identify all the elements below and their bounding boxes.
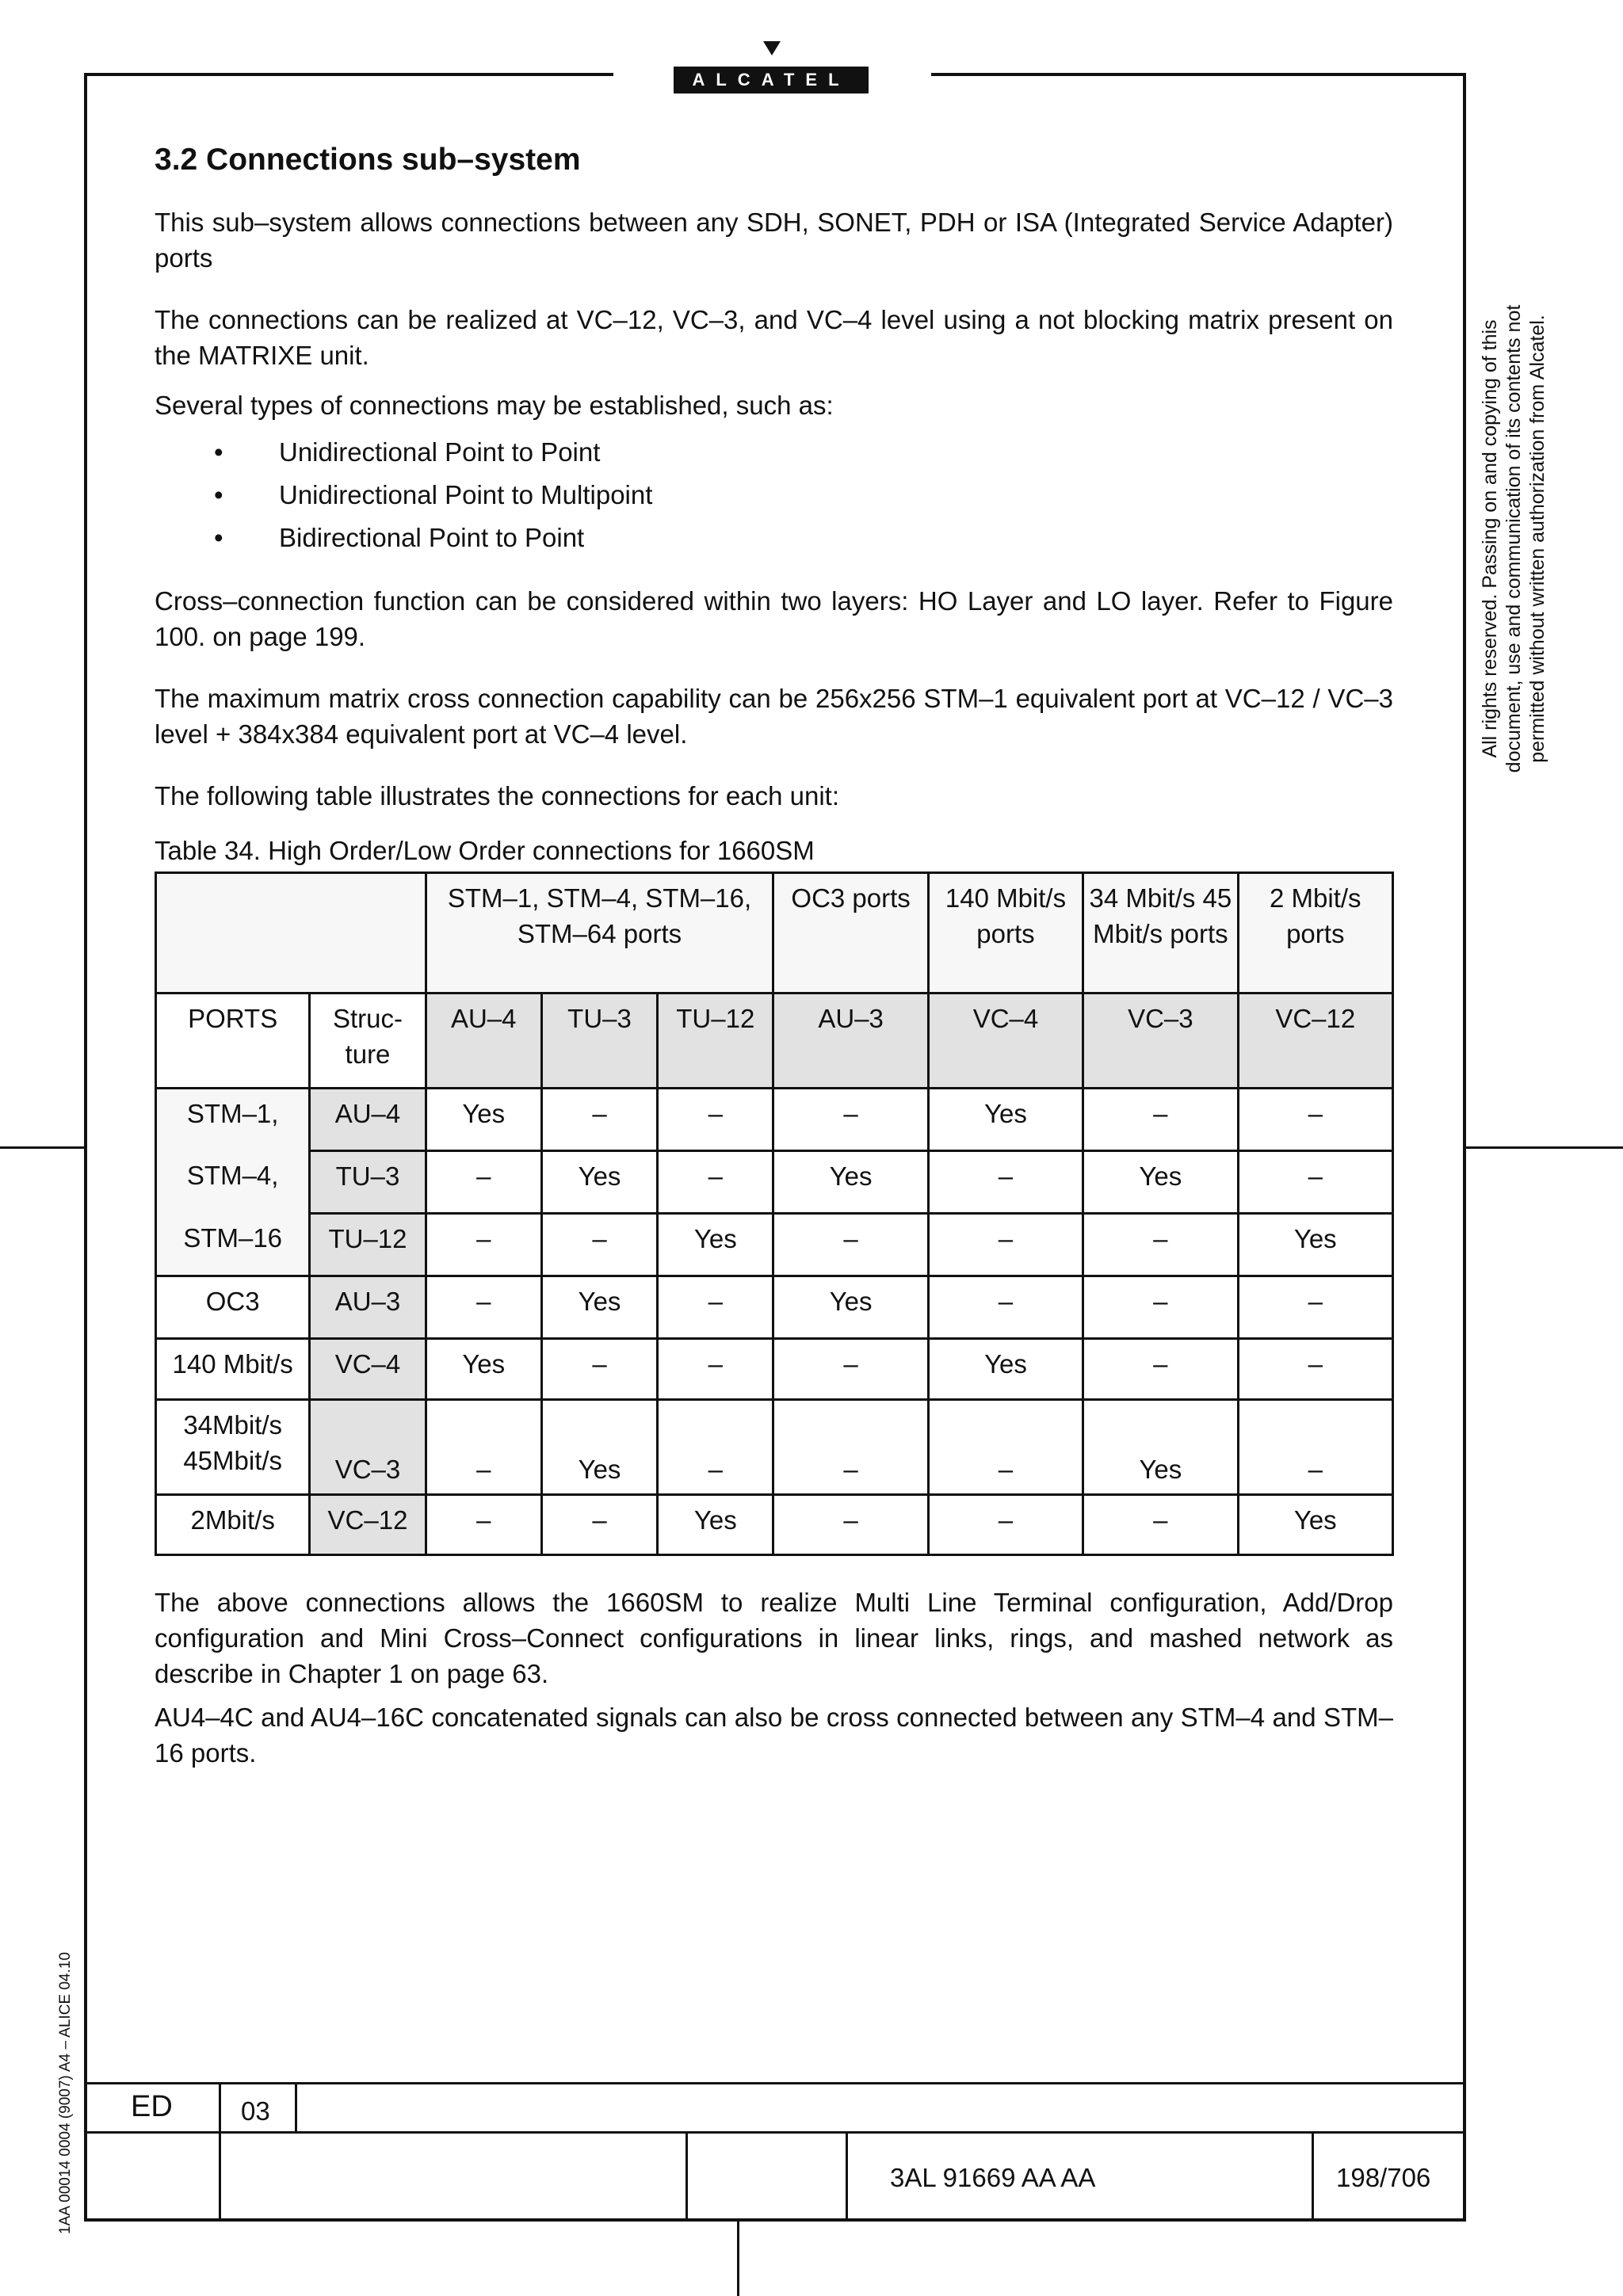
table-cell: – xyxy=(1083,1089,1238,1151)
footer-divider xyxy=(1312,2131,1314,2220)
table-cell: – xyxy=(426,1276,541,1339)
header-ports: PORTS xyxy=(156,994,310,1089)
bullet-icon: • xyxy=(214,480,223,509)
table-cell: – xyxy=(773,1214,928,1276)
page-number: 198/706 xyxy=(1336,2163,1431,2192)
header-stm-ports: STM–1, STM–4, STM–16, STM–64 ports xyxy=(426,873,773,994)
header-2m-ports: 2 Mbit/s ports xyxy=(1238,873,1392,994)
port-cell: 140 Mbit/s xyxy=(156,1339,310,1400)
edition-label: ED xyxy=(131,2090,173,2123)
list-item: • Bidirectional Point to Point xyxy=(155,517,1393,559)
table-cell: – xyxy=(426,1495,541,1555)
connections-table xyxy=(155,871,1394,1556)
footer-divider xyxy=(219,2082,221,2220)
frame-top-left xyxy=(84,73,613,76)
table-cell: – xyxy=(658,1400,773,1495)
document-number: 3AL 91669 AA AA xyxy=(890,2163,1096,2192)
table-cell: Yes xyxy=(541,1276,657,1339)
table-cell: – xyxy=(1238,1339,1392,1400)
port-cell: STM–4, xyxy=(156,1151,310,1214)
bullet-icon: • xyxy=(214,437,223,467)
table-cell: – xyxy=(928,1214,1083,1276)
structure-cell: VC–4 xyxy=(310,1339,426,1400)
edition-number: 03 xyxy=(241,2096,270,2126)
column-header: TU–3 xyxy=(541,994,657,1089)
footer-divider xyxy=(846,2131,848,2220)
table-cell: Yes xyxy=(658,1214,773,1276)
bullet-icon: • xyxy=(214,523,223,552)
footer-middle-rule xyxy=(84,2131,1466,2134)
table-cell: Yes xyxy=(773,1151,928,1214)
table-cell: – xyxy=(426,1214,541,1276)
table-caption: Table 34. High Order/Low Order connections for 1660SM xyxy=(155,836,815,865)
header-structure: Struc- ture xyxy=(310,994,426,1089)
table-row xyxy=(156,1495,1393,1555)
table-cell: Yes xyxy=(426,1339,541,1400)
paragraph-6: The following table illustrates the connections for each unit: xyxy=(155,781,839,810)
structure-cell: TU–12 xyxy=(310,1214,426,1276)
fold-mark-bottom xyxy=(737,2222,739,2296)
table-row xyxy=(156,1089,1393,1151)
structure-cell: VC–12 xyxy=(310,1495,426,1555)
table-cell: – xyxy=(773,1400,928,1495)
table-cell: – xyxy=(1238,1151,1392,1214)
paragraph-2: The connections can be realized at VC–12, VC–3, and VC–4 level using a not blocking matrix present on the MATRIXE unit. xyxy=(155,305,1393,370)
table-cell: – xyxy=(928,1495,1083,1555)
table-row xyxy=(156,1151,1393,1214)
frame-bottom xyxy=(84,2218,1466,2222)
table-cell: Yes xyxy=(541,1400,657,1495)
paragraph-4: Cross–connection function can be considered within two layers: HO Layer and LO layer. Refer to Figure 100. on page 199. xyxy=(155,586,1393,651)
section-title: 3.2 Connections sub–system xyxy=(155,143,581,177)
table-row xyxy=(156,1214,1393,1276)
alcatel-logo: ALCATEL xyxy=(674,67,869,93)
table-corner-cell xyxy=(156,873,426,994)
logo-arrow-icon xyxy=(763,41,781,55)
column-header: AU–3 xyxy=(773,994,928,1089)
table-cell: – xyxy=(541,1089,657,1151)
table-cell: Yes xyxy=(426,1089,541,1151)
table-cell: – xyxy=(658,1339,773,1400)
table-cell: – xyxy=(1083,1214,1238,1276)
table-cell: – xyxy=(426,1400,541,1495)
table-cell: – xyxy=(773,1495,928,1555)
table-cell: – xyxy=(1083,1495,1238,1555)
column-header: VC–3 xyxy=(1083,994,1238,1089)
frame-left xyxy=(84,73,87,2222)
header-140-ports: 140 Mbit/s ports xyxy=(928,873,1083,994)
fold-mark-right xyxy=(1466,1146,1623,1149)
table-cell: Yes xyxy=(773,1276,928,1339)
table-cell: Yes xyxy=(541,1151,657,1214)
footer-divider xyxy=(685,2131,688,2220)
table-cell: – xyxy=(426,1151,541,1214)
port-cell: 2Mbit/s xyxy=(156,1495,310,1555)
structure-cell: AU–4 xyxy=(310,1089,426,1151)
table-cell: – xyxy=(541,1495,657,1555)
paragraph-3: Several types of connections may be established, such as: xyxy=(155,391,834,420)
page-content xyxy=(155,143,1393,1797)
table-cell: – xyxy=(1083,1276,1238,1339)
table-cell: Yes xyxy=(658,1495,773,1555)
table-cell: – xyxy=(541,1214,657,1276)
footer-top-rule xyxy=(84,2082,1466,2084)
header-oc3-ports: OC3 ports xyxy=(773,873,928,994)
table-cell: – xyxy=(1083,1339,1238,1400)
table-row xyxy=(156,1400,1393,1495)
column-header: VC–4 xyxy=(928,994,1083,1089)
column-header: AU–4 xyxy=(426,994,541,1089)
table-cell: Yes xyxy=(1083,1151,1238,1214)
port-cell: STM–1, xyxy=(156,1089,310,1151)
table-cell: – xyxy=(928,1151,1083,1214)
paragraph-1: This sub–system allows connections between any SDH, SONET, PDH or ISA (Integrated Service Adapter) ports xyxy=(155,208,1393,273)
fold-mark-left xyxy=(0,1146,84,1149)
column-header: TU–12 xyxy=(658,994,773,1089)
table-row xyxy=(156,1339,1393,1400)
footer-divider xyxy=(295,2082,297,2131)
table-cell: Yes xyxy=(1083,1400,1238,1495)
structure-cell: VC–3 xyxy=(310,1400,426,1495)
port-cell: 34Mbit/s 45Mbit/s xyxy=(156,1400,310,1495)
table-cell: – xyxy=(658,1151,773,1214)
paragraph-8: AU4–4C and AU4–16C concatenated signals can also be cross connected between any STM–4 and STM–16 ports. xyxy=(155,1703,1393,1768)
table-cell: Yes xyxy=(928,1339,1083,1400)
list-item: • Unidirectional Point to Multipoint xyxy=(155,474,1393,517)
list-item: • Unidirectional Point to Point xyxy=(155,431,1393,474)
table-cell: – xyxy=(658,1276,773,1339)
frame-top-right xyxy=(931,73,1466,76)
table-cell: – xyxy=(773,1089,928,1151)
table-cell: – xyxy=(1238,1089,1392,1151)
port-cell: STM–16 xyxy=(156,1214,310,1276)
port-cell: OC3 xyxy=(156,1276,310,1339)
table-row xyxy=(156,1276,1393,1339)
table-cell: – xyxy=(658,1089,773,1151)
connection-types-list xyxy=(155,431,1393,559)
table-cell: Yes xyxy=(1238,1214,1392,1276)
table-cell: – xyxy=(928,1400,1083,1495)
column-header: VC–12 xyxy=(1238,994,1392,1089)
table-cell: – xyxy=(541,1339,657,1400)
table-cell: – xyxy=(928,1276,1083,1339)
structure-cell: AU–3 xyxy=(310,1276,426,1339)
paragraph-5: The maximum matrix cross connection capability can be 256x256 STM–1 equivalent port at VC–12 / VC–3 level + 384x384 equivalent port at VC–4 level. xyxy=(155,684,1393,749)
table-cell: – xyxy=(1238,1276,1392,1339)
table-cell: Yes xyxy=(928,1089,1083,1151)
table-cell: Yes xyxy=(1238,1495,1392,1555)
structure-cell: TU–3 xyxy=(310,1151,426,1214)
table-cell: – xyxy=(773,1339,928,1400)
paragraph-7: The above connections allows the 1660SM to realize Multi Line Terminal configuration, Add/Drop configuration and Mini Cross–Connect configurations in linear links, rings, and mashed network as describe in Chapter 1 on page 63. xyxy=(155,1588,1393,1688)
document-code: 1AA 00014 0004 (9007) A4 – ALICE 04.10 xyxy=(57,1951,74,2234)
copyright-notice: All rights reserved. Passing on and copying of this document, use and communication of its contents not permitted without written authorization from Alcatel. xyxy=(1479,304,1549,773)
table-cell: – xyxy=(1238,1400,1392,1495)
header-34-45-ports: 34 Mbit/s 45 Mbit/s ports xyxy=(1083,873,1238,994)
